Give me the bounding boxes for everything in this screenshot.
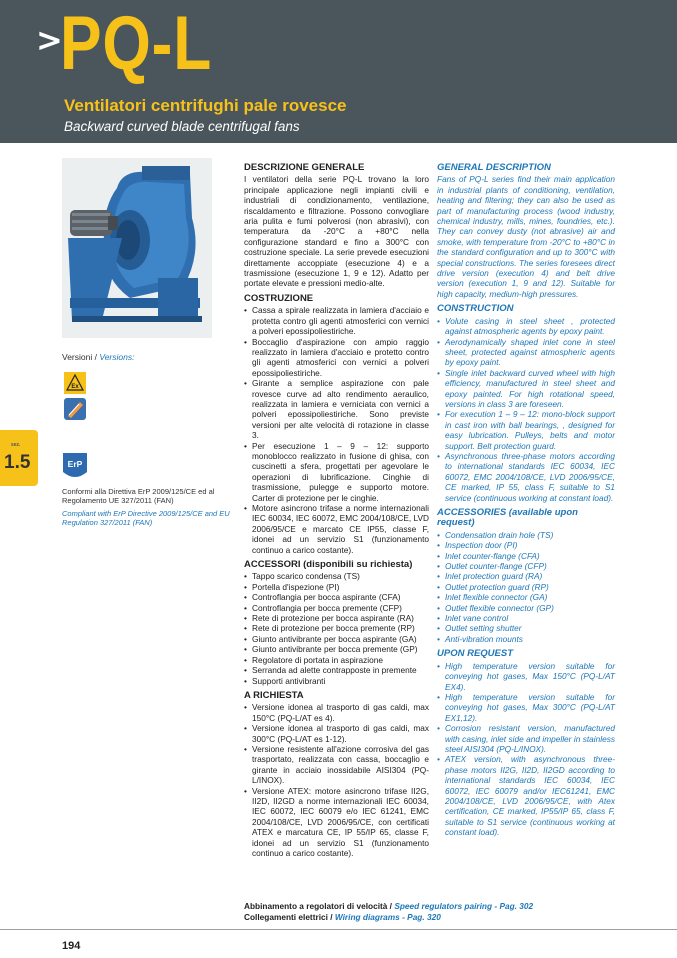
list-item: • Controflangia per bocca aspirante (CFA) [244, 592, 429, 602]
list-item: • Versione idonea al trasporto di gas caldi, max 150°C (PQ-L/AT es 4). [244, 702, 429, 723]
list-item: • Condensation drain hole (TS) [437, 530, 615, 540]
list-item: • High temperature version suitable for conveying hot gases, Max 300°C (PQ-L/AT EX1,12). [437, 692, 615, 723]
list-item: • Serranda ad alette contrapposte in premente [244, 665, 429, 675]
product-photo [62, 158, 212, 338]
list-item: • Outlet setting shutter [437, 623, 615, 633]
list-item: • Controflangia per bocca premente (CFP) [244, 603, 429, 613]
list-item: • Boccaglio d'aspirazione con ampio raggio realizzato in lamiera d'acciaio e protetto contro gli agenti atmosferici con vernici a polveri epossipoliestiriche. [244, 337, 429, 379]
list-item: • Tappo scarico condensa (TS) [244, 571, 429, 581]
speed-regulators-reference[interactable] [244, 901, 533, 912]
atex-ex-text: Ex [71, 384, 79, 390]
construction-title-en: CONSTRUCTION [437, 303, 514, 315]
atex-ex-icon [64, 372, 86, 394]
list-item: • Rete di protezione per bocca aspirante (RA) [244, 613, 429, 623]
list-item: • Versione idonea al trasporto di gas caldi, max 300°C (PQ-L/AT es 1-12). [244, 723, 429, 744]
versions-label [62, 352, 134, 362]
construction-list-it [244, 305, 429, 555]
list-item: • Giunto antivibrante per bocca aspirante (GA) [244, 634, 429, 644]
conformity-note [62, 487, 232, 527]
list-item: • Outlet counter-flange (CFP) [437, 561, 615, 571]
conformity-it: Conformi alla Direttiva ErP 2009/125/CE ed al Regolamento UE 327/2011 (FAN) [62, 487, 215, 505]
list-item: • Giunto antivibrante per bocca premente (GP) [244, 644, 429, 654]
list-item: • Inlet protection guard (RA) [437, 571, 615, 581]
accessories-title-en: ACCESSORIES (available upon request) [437, 507, 578, 529]
versions-label-en: Versions: [99, 352, 135, 362]
request-title-en: UPON REQUEST [437, 648, 514, 660]
conformity-en: Compliant with ErP Directive 2009/125/CE and EU Regulation 327/2011 (FAN) [62, 509, 230, 527]
accessories-list-en [437, 530, 615, 644]
general-description-title-it: DESCRIZIONE GENERALE [244, 162, 365, 173]
construction-list-en [437, 316, 615, 503]
list-item: • Per esecuzione 1 – 9 – 12: supporto monoblocco realizzato in fusione di ghisa, con cuscinetti a sfera, progettati per agevolare le operazioni di lubrificazione. Cinghie di trasmissione, pulegge e supporto motore. Carter di protezione per le cinghie. [244, 441, 429, 503]
subtitle-english: Backward curved blade centrifugal fans [64, 119, 300, 134]
subtitle-italian: Ventilatori centrifughi pale rovesce [64, 96, 347, 115]
list-item: • Outlet protection guard (RP) [437, 582, 615, 592]
list-item: • Inlet vane control [437, 613, 615, 623]
list-item: • Aerodynamically shaped inlet cone in steel sheet, protected against atmospheric agents by epoxy paint. [437, 337, 615, 368]
cross-references [244, 901, 533, 923]
italian-column [244, 163, 429, 863]
list-item: • Versione resistente all'azione corrosiva del gas trasportato, realizzata con cassa, boccaglio e girante in acciaio inossidabile AISI304 (PQ-L/INOX). [244, 744, 429, 786]
list-item: • Asynchronous three-phase motors according to international standards IEC 60034, IEC 60072, EMC 2004/108/CE, LVD 2006/95/CE, CE marked, IP 55, class F, suitable to S1 service (continuous working at constant load). [437, 451, 615, 503]
list-item: • Regolatore di portata in aspirazione [244, 655, 429, 665]
list-item: • For execution 1 – 9 – 12: mono-block support in cast iron with ball bearings, , designed for easy lubrication. Pulleys, belts and motor support. Belt protection guard. [437, 409, 615, 451]
list-item: • Cassa a spirale realizzata in lamiera d'acciaio e protetta contro gli agenti atmosferici con vernici a polveri epossipoliestiriche. [244, 305, 429, 336]
list-item: • Versione ATEX: motore asincrono trifase II2G, II2D, II2GD a norme internazionali IEC 60034, IEC 60072, IEC 60079 e/o IEC 61241, EMC 2004/108/CE, LVD 2006/95/CE, con certificati ATEX e marcatura CE, IP 55/IP 65, classe F, idonei ad un servizio S1 (funzionamento continuo a carico costante). [244, 786, 429, 859]
accessories-list-it [244, 571, 429, 685]
wiring-diagrams-label-en: Wiring diagrams [334, 912, 400, 922]
list-item: • Girante a semplice aspirazione con pale rovesce curve ad alto rendimento aeraulico, realizzata in lamiera e verniciata con vernici a polveri epossipoliestiriche. Sono previste versioni per alte velocità di rotazione in classe 3. [244, 378, 429, 440]
wiring-diagrams-label-it: Collegamenti elettrici / [244, 912, 333, 922]
list-item: • Inlet flexible connector (GA) [437, 592, 615, 602]
accessories-title-it: ACCESSORI (disponibili su richiesta) [244, 559, 413, 571]
list-item: • Inlet counter-flange (CFA) [437, 551, 615, 561]
speed-regulators-label-it: Abbinamento a regolatori di velocità / [244, 901, 392, 911]
general-description-text-it: I ventilatori della serie PQ-L trovano la loro principale applicazione negli impianti civili e industriali di condizionamento, ventilazione, riscaldamento e filtrazione. Possono convogliare aria pulita e fumi polverosi (non abrasivi), con temperatura da -20°C a +80°C nella configurazione standard e fino a 300°C con costruzione speciale. La serie prevede esecuzioni direttamente accoppiate (esecuzione 4) e a trasmissione (esecuzione 1, 9 e 12). Adatto per portate elevate e pressioni medio-alte. [244, 174, 429, 289]
erp-icon [62, 452, 88, 482]
high-temperature-icon [64, 398, 86, 420]
list-item: • Volute casing in steel sheet , protected against atmospheric agents by epoxy paint. [437, 316, 615, 337]
speed-regulators-page: - Pag. 302 [494, 901, 534, 911]
list-item: • Anti-vibration mounts [437, 634, 615, 644]
wiring-diagrams-reference[interactable] [244, 912, 533, 923]
list-item: • Outlet flexible connector (GP) [437, 603, 615, 613]
header-arrow: > [36, 21, 63, 59]
list-item: • Rete di protezione per bocca premente (RP) [244, 623, 429, 633]
product-title: PQ-L [60, 1, 213, 86]
speed-regulators-label-en: Speed regulators pairing [394, 901, 493, 911]
list-item: • Motore asincrono trifase a norme internazionali IEC 60034, IEC 60072, EMC 2004/108/CE, LVD 2006/95/CE e marcato CE IP55, classe F, idonei ad un servizio S1 (funzionamento continuo a carico costante). [244, 503, 429, 555]
page-header [0, 0, 677, 143]
versions-label-it: Versioni / [62, 352, 97, 362]
erp-text: ErP [67, 459, 83, 469]
list-item: • Inspection door (PI) [437, 540, 615, 550]
general-description-text-en: Fans of PQ-L series find their main application in industrial plants of conditioning, ventilation, heating and filtering; they can also be used as part of manufacturing process (wood industry, chemical industry, mills, mines, foundries, etc.). They can convey dusty (not abrasive) air and smoke, with temperature from -20°C to +80°C in the standard configuration and up to 300°C with special constructions. The series foresees direct drive version (execution 4) and belt drive version (execution 1, 9 and 12). Suitable for high capacity, medium-high pressures. [437, 174, 615, 299]
list-item: • Portella d'ispezione (PI) [244, 582, 429, 592]
wiring-diagrams-page: - Pag. 320 [402, 912, 441, 922]
list-item: • Corrosion resistant version, manufactured with casing, inlet side and impeller in stainless steel AISI304 (PQ-L/INOX). [437, 723, 615, 754]
construction-title-it: COSTRUZIONE [244, 292, 314, 304]
section-label: sez. [11, 442, 21, 448]
general-description-title-en: GENERAL DESCRIPTION [437, 162, 551, 173]
list-item: • Supporti antivibranti [244, 676, 429, 686]
english-column [437, 163, 615, 843]
request-list-en [437, 661, 615, 838]
request-title-it: A RICHIESTA [244, 689, 304, 701]
list-item: • Single inlet backward curved wheel with high efficiency, manufactured in steel sheet and epoxy painted. For high rotational speed, versions in class 3 are foreseen. [437, 368, 615, 410]
request-list-it [244, 702, 429, 858]
footer-divider [0, 929, 677, 930]
page-number: 194 [62, 940, 81, 952]
list-item: • High temperature version suitable for conveying hot gases, Max 150°C (PQ-L/AT EX4). [437, 661, 615, 692]
section-number: 1.5 [4, 452, 31, 473]
list-item: • ATEX version, with asynchronous three-phase motors II2G, II2D, II2GD according to international standards IEC 60034, IEC 60072, IEC 60079 and/or IEC61241, EMC 2004/108/CE, LVD 2006/95/CE, with Atex certification, CE marked, IP55/IP 65, class F, suitable to S1 service (continuous working at constant load). [437, 754, 615, 837]
